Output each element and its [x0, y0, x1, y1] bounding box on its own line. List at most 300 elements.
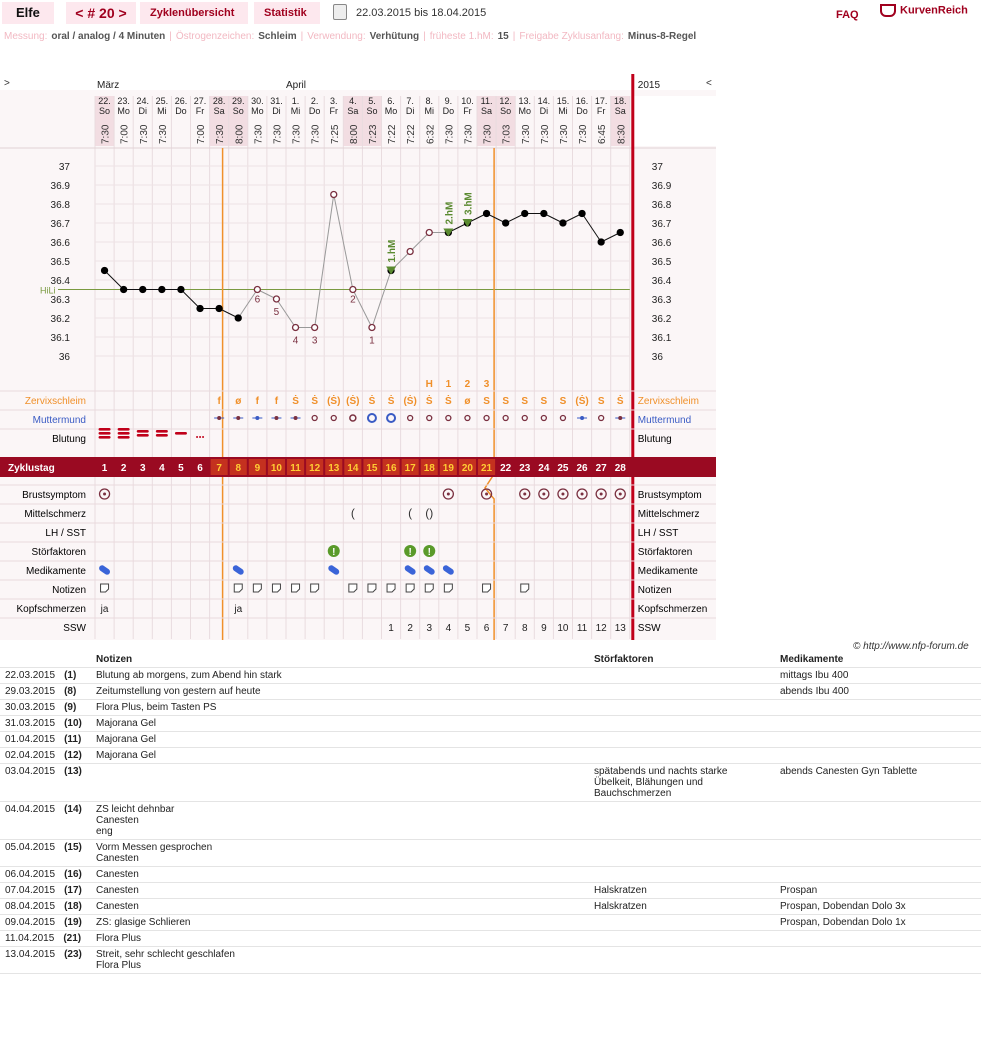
medication-text-cell [776, 684, 981, 700]
top-bar [0, 0, 981, 26]
cycle-day-number: 7 [216, 463, 222, 474]
notes-date-cell [0, 668, 92, 684]
measure-time: 7:30 [100, 124, 112, 144]
weekday-label: Mo [384, 106, 398, 116]
tab-statistics[interactable]: Statistik [254, 2, 320, 24]
row-value-zervix: S [483, 396, 490, 407]
notes-row [0, 947, 981, 974]
measure-time: 7:22 [387, 124, 399, 144]
notes-row [0, 915, 981, 931]
faq-link[interactable]: FAQ [836, 9, 859, 21]
breast-symptom-dot [619, 493, 622, 496]
y-tick-left: 36.5 [50, 257, 70, 268]
bleeding-icon [137, 430, 149, 433]
note-date: 09.04.2015 [5, 917, 56, 928]
cover-line-label: 5 [273, 307, 280, 318]
note-cycle-day: (16) [64, 869, 82, 880]
date-label: 7. [406, 96, 414, 106]
row-value-ssw: 8 [521, 623, 528, 634]
note-date: 02.04.2015 [5, 750, 56, 761]
note-icon [272, 584, 280, 592]
date-label: 3. [329, 96, 338, 106]
date-label: 27. [193, 96, 207, 106]
measure-time: 7:22 [406, 124, 418, 144]
cycle-day-label: Zyklustag [8, 463, 55, 474]
date-label: 24. [136, 96, 150, 106]
cover-line-label: 4 [292, 335, 299, 347]
disturbance-text-cell [590, 883, 776, 899]
weekday-label: So [232, 106, 244, 116]
user-name: Elfe [2, 2, 54, 24]
measure-time: 7:30 [482, 124, 494, 144]
temperature-point [312, 325, 318, 331]
spotting-icon [196, 436, 198, 438]
notes-date-cell [0, 716, 92, 732]
temperature-point [617, 230, 623, 236]
notes-date-cell [0, 931, 92, 947]
info-value: oral / analog / 4 Minuten [51, 31, 166, 42]
bleeding-icon [137, 434, 149, 437]
row-value-zervix: ø [235, 396, 242, 407]
date-label: 23. [117, 96, 130, 106]
row-value-kopf: ja [234, 604, 243, 615]
measure-time: 8:30 [616, 124, 628, 144]
cover-line-label: 3 [311, 335, 318, 347]
row-label-left: Kopfschmerzen [16, 604, 86, 615]
row-value-ssw: 12 [595, 623, 607, 634]
weekday-label: Mi [157, 106, 167, 116]
medication-text-cell [776, 668, 981, 684]
y-tick-right: 36.8 [651, 200, 672, 211]
date-label: 10. [461, 96, 474, 106]
date-label: 9. [444, 96, 453, 106]
disturbance-text-cell [590, 867, 776, 883]
notes-date-cell [0, 883, 92, 899]
notes-date-cell [0, 802, 92, 840]
nav-prev-icon: > [4, 78, 10, 89]
info-label: früheste 1.hM: [429, 31, 494, 42]
measure-time: 7:23 [367, 124, 379, 144]
note-date: 05.04.2015 [5, 842, 56, 853]
cycle-day-number: 5 [178, 463, 184, 474]
note-text: Zeitumstellung von gestern auf heute [96, 686, 261, 697]
row-label-left: SSW [63, 623, 86, 634]
cycle-day-number: 18 [423, 463, 435, 474]
note-date: 03.04.2015 [5, 766, 56, 777]
weekday-label: Do [175, 106, 187, 116]
cervix-dot-icon [255, 416, 259, 420]
note-cycle-day: (15) [64, 842, 82, 853]
medication-text-cell [776, 899, 981, 915]
row-value-ssw: 9 [541, 623, 547, 634]
notes-row [0, 748, 981, 764]
row-label-left: Zervixschleim [24, 396, 86, 407]
row-value-zervix: S [502, 396, 509, 407]
weekday-label: Fr [463, 106, 472, 116]
cycle-day-number: 25 [557, 463, 569, 474]
y-tick-right: 36.3 [651, 295, 672, 306]
cycle-day-number: 24 [538, 463, 550, 474]
cover-line-label: 2 [350, 294, 356, 306]
row-value-zervix: ø [464, 396, 471, 407]
y-tick-right: 36.6 [651, 238, 672, 249]
ovulation-pain-icon: () [425, 506, 434, 520]
weekday-label: Mo [518, 106, 532, 116]
note-icon [234, 584, 242, 592]
bleeding-icon [118, 432, 130, 435]
breast-symptom-dot [581, 493, 584, 496]
disturbance-text-cell [590, 840, 776, 867]
notes-row [0, 764, 981, 802]
cycle-info-bar [4, 31, 979, 42]
disturbance-text: Übelkeit, Blähungen und [594, 777, 703, 788]
medication-text-cell [776, 764, 981, 802]
measure-time: 7:00 [119, 124, 131, 144]
weekday-label: Mi [424, 106, 434, 116]
row-value-zervix: Ṡ [311, 396, 318, 407]
bleeding-icon [99, 428, 111, 431]
ovulation-pain-icon: ( [408, 506, 413, 520]
notes-date-cell [0, 867, 92, 883]
note-text-cell [92, 840, 590, 867]
notes-row [0, 931, 981, 947]
weekday-label: Di [272, 106, 281, 116]
cycle-day-number: 6 [197, 463, 203, 474]
note-cycle-day: (11) [64, 734, 82, 745]
row-value-zervix: S [540, 396, 548, 407]
measure-time: 7:25 [329, 124, 341, 144]
cycle-day-number: 19 [442, 463, 454, 474]
note-text: Canesten [96, 885, 139, 896]
note-date: 22.03.2015 [5, 670, 56, 681]
copyright: © http://www.nfp-forum.de [853, 641, 969, 652]
note-icon [387, 584, 395, 592]
row-value-ssw: 13 [614, 623, 626, 634]
month-label: März [97, 80, 120, 91]
breast-symptom-dot [561, 493, 564, 496]
note-cycle-day: (18) [64, 901, 82, 912]
note-text-cell [92, 700, 590, 716]
higher-measurement-label: 3.hM [463, 192, 475, 215]
note-text-cell [92, 716, 590, 732]
notes-date-cell [0, 915, 92, 931]
note-text: Majorana Gel [96, 750, 157, 761]
measure-time: 7:30 [253, 124, 265, 144]
medication-text: abends Ibu 400 [780, 686, 849, 697]
notes-row [0, 802, 981, 840]
y-tick-left: 36.6 [50, 238, 70, 249]
y-tick-right: 37 [651, 162, 663, 173]
note-cycle-day: (19) [64, 917, 82, 928]
date-label: 25. [155, 96, 169, 106]
measure-time: 7:30 [310, 124, 322, 144]
row-label-left: Störfaktoren [31, 547, 86, 558]
note-text-cell [92, 931, 590, 947]
medication-text: abends Canesten Gyn Tablette [780, 766, 918, 777]
notes-table [0, 652, 981, 974]
date-label: 18. [613, 96, 627, 106]
temperature-point [503, 220, 509, 226]
disturbance-text-cell [590, 931, 776, 947]
note-icon [311, 584, 319, 592]
measure-time: 7:00 [196, 124, 208, 144]
weekday-label: Fr [195, 106, 205, 116]
note-text-cell [92, 915, 590, 931]
crown-icon [880, 4, 896, 17]
note-text-cell [92, 748, 590, 764]
disturbances-header: Störfaktoren [590, 652, 776, 668]
weekday-label: Di [138, 106, 147, 116]
info-value: Minus-8-Regel [627, 31, 697, 42]
higher-measurement-label: 2.hM [444, 201, 456, 225]
date-label: 31. [270, 96, 283, 106]
measure-time: 7:30 [444, 124, 456, 144]
y-tick-right: 36.1 [651, 333, 672, 344]
y-tick-left: 36.4 [50, 276, 70, 287]
logo[interactable] [880, 4, 980, 17]
date-label: 5. [368, 96, 376, 106]
weekday-label: Mi [558, 106, 568, 116]
bleeding-icon [118, 436, 130, 439]
measure-time: 7:30 [272, 124, 284, 144]
weekday-label: So [366, 106, 378, 116]
note-text: ZS: glasige Schlieren [96, 917, 191, 928]
date-label: 15. [556, 96, 570, 106]
weekday-label: So [500, 106, 512, 116]
disturbance-text: Bauchschmerzen [594, 788, 672, 799]
note-icon [253, 584, 261, 592]
disturbance-text-cell [590, 748, 776, 764]
medication-text-cell [776, 947, 981, 974]
date-label: 4. [349, 96, 357, 106]
weekday-label: So [99, 106, 111, 116]
disturbance-text: Halskratzen [594, 885, 647, 896]
date-label: 12. [499, 96, 512, 106]
row-value-zervix: Ṡ [445, 396, 452, 407]
cycle-day-number: 28 [614, 463, 626, 474]
measure-time: 7:30 [157, 124, 169, 144]
note-cycle-day: (13) [64, 766, 82, 777]
measure-time: 7:03 [501, 124, 513, 144]
temperature-point [293, 325, 299, 331]
nav-next-icon: < [706, 78, 712, 89]
row-value-ssw: 6 [483, 623, 490, 634]
measure-time: 7:30 [520, 124, 532, 144]
medication-text-cell [776, 867, 981, 883]
breast-symptom-dot [523, 493, 526, 496]
y-tick-left: 36.3 [50, 295, 70, 306]
note-text-cell [92, 802, 590, 840]
temperature-point [216, 306, 222, 312]
y-tick-right: 36.9 [651, 181, 672, 192]
date-label: 6. [387, 96, 395, 106]
bleeding-icon [156, 434, 168, 437]
medication-text-cell [776, 883, 981, 899]
month-label: April [286, 80, 307, 91]
note-date: 06.04.2015 [5, 869, 56, 880]
measure-time: 6:45 [597, 124, 609, 144]
note-cycle-day: (14) [64, 804, 82, 815]
weekday-label: Sa [481, 106, 493, 116]
measure-time: 6:32 [425, 124, 437, 144]
note-text-cell [92, 684, 590, 700]
medication-text-cell [776, 931, 981, 947]
note-icon [483, 584, 491, 592]
print-icon[interactable] [333, 4, 347, 20]
row-label-left: Mittelschmerz [24, 509, 86, 520]
note-text: Canesten [96, 901, 139, 912]
temperature-point [235, 315, 241, 321]
disturbance-icon-mark: ! [408, 547, 412, 558]
note-date: 08.04.2015 [5, 901, 56, 912]
temperature-point [541, 211, 547, 217]
medication-header: Medikamente [776, 652, 981, 668]
cycle-day-number: 23 [519, 463, 531, 474]
y-tick-left: 37 [58, 162, 70, 173]
disturbance-text-cell [590, 732, 776, 748]
info-label: Östrogenzeichen: [175, 31, 255, 42]
year-label: 2015 [637, 80, 661, 91]
row-value-kopf: ja [100, 604, 109, 615]
cervix-dot-icon [294, 416, 298, 420]
info-separator: | [512, 31, 516, 42]
note-text-cell [92, 668, 590, 684]
weekday-label: Sa [614, 106, 626, 116]
cycle-day-number: 26 [576, 463, 588, 474]
note-text-cell [92, 899, 590, 915]
y-tick-left: 36.9 [50, 181, 70, 192]
disturbance-text-cell [590, 764, 776, 802]
weekday-label: Sa [347, 106, 359, 116]
temperature-point [522, 211, 528, 217]
cover-line-label: 1 [369, 335, 375, 347]
notes-date-cell [0, 732, 92, 748]
row-label-right: Muttermund [637, 415, 692, 426]
cervix-dot-icon [618, 416, 622, 420]
note-icon [349, 584, 357, 592]
temperature-point [178, 287, 184, 293]
temperature-point [426, 230, 432, 236]
row-value-zervix: S [597, 396, 605, 407]
cover-line-label: 6 [254, 294, 261, 306]
measure-time: 8:00 [234, 124, 246, 144]
cycle-day-number: 12 [309, 463, 321, 474]
disturbance-text-cell [590, 915, 776, 931]
note-date: 30.03.2015 [5, 702, 56, 713]
cycle-day-number: 10 [270, 463, 283, 474]
row-label-right: Brustsymptom [637, 490, 702, 501]
disturbance-text: spätabends und nachts starke [594, 766, 728, 777]
row-value-ssw: 10 [557, 623, 569, 634]
row-label-left: Notizen [52, 585, 86, 596]
info-label: Messung: [4, 31, 48, 42]
row-value-ssw: 7 [502, 623, 509, 634]
disturbance-text: Halskratzen [594, 901, 647, 912]
notes-row [0, 684, 981, 700]
breast-symptom-dot [447, 493, 450, 496]
y-tick-left: 36.1 [50, 333, 70, 344]
note-cycle-day: (9) [64, 702, 77, 713]
breast-symptom-dot [485, 493, 488, 496]
cycle-day-number: 11 [290, 463, 301, 474]
info-value: 15 [497, 31, 509, 42]
row-label-right: Störfaktoren [637, 547, 693, 558]
medication-text: Prospan [780, 885, 818, 896]
notes-row [0, 899, 981, 915]
weekday-label: Do [576, 106, 588, 116]
temperature-point [140, 287, 146, 293]
temperature-point [579, 211, 585, 217]
note-text: Canesten [96, 815, 139, 826]
note-icon [521, 584, 529, 592]
cycle-navigator[interactable]: < # 20 > [66, 2, 136, 24]
note-date: 04.04.2015 [5, 804, 56, 815]
cycle-day-number: 9 [254, 463, 261, 474]
medication-text: Prospan, Dobendan Dolo 3x [780, 901, 906, 912]
y-tick-right: 36.4 [651, 276, 672, 287]
row-label-right: Medikamente [637, 566, 698, 577]
cycle-day-number: 21 [480, 463, 493, 474]
cycle-day-number: 22 [500, 463, 512, 474]
weekday-label: Fr [596, 106, 606, 116]
row-value-ssw: 4 [445, 623, 452, 634]
measure-time: 7:30 [291, 124, 303, 144]
date-label: 16. [575, 96, 589, 106]
date-label: 14. [537, 96, 551, 106]
note-cycle-day: (21) [63, 933, 82, 944]
medication-text-cell [776, 700, 981, 716]
note-cycle-day: (8) [64, 686, 77, 697]
cycle-day-number: 20 [461, 463, 474, 474]
disturbance-text-cell [590, 700, 776, 716]
notes-row [0, 840, 981, 867]
date-label: 1. [291, 96, 300, 106]
y-tick-right: 36.5 [651, 257, 672, 268]
y-tick-right: 36 [651, 352, 663, 363]
weekday-label: Do [308, 106, 321, 116]
note-text: Streit, sehr schlecht geschlafen [96, 949, 235, 960]
row-value-zervix: S [559, 396, 567, 407]
cycle-day-number: 2 [120, 463, 127, 474]
temperature-point [273, 296, 279, 302]
temperature-point [484, 211, 490, 217]
chart-background [0, 74, 716, 640]
temperature-point [197, 306, 203, 312]
weekday-label: Do [442, 106, 455, 116]
ovulation-pain-icon: ( [350, 506, 355, 520]
note-text: ZS leicht dehnbar [96, 804, 175, 815]
date-range: 22.03.2015 bis 18.04.2015 [356, 7, 487, 19]
row-value-zervix: Ṡ [292, 396, 299, 407]
row-label-right: Notizen [637, 585, 672, 596]
weekday-label: Di [405, 106, 415, 116]
row-value-zervix: Ṡ [616, 396, 624, 407]
notes-row [0, 732, 981, 748]
notes-row [0, 700, 981, 716]
row-label-left: Brustsymptom [22, 490, 86, 501]
row-value-zervix: f [217, 396, 221, 407]
note-date: 01.04.2015 [5, 734, 56, 745]
spotting-icon [202, 436, 204, 438]
note-icon [101, 584, 109, 592]
note-cycle-day: (23) [64, 949, 82, 960]
date-label: 22. [98, 96, 111, 106]
mucus-peak-label: H [425, 379, 433, 390]
measure-time: 7:30 [463, 124, 475, 144]
info-label: Freigabe Zyklusanfang: [519, 31, 624, 42]
tab-cycle-overview[interactable]: Zyklenübersicht [140, 2, 248, 24]
row-value-zervix: Ṡ [368, 396, 376, 407]
